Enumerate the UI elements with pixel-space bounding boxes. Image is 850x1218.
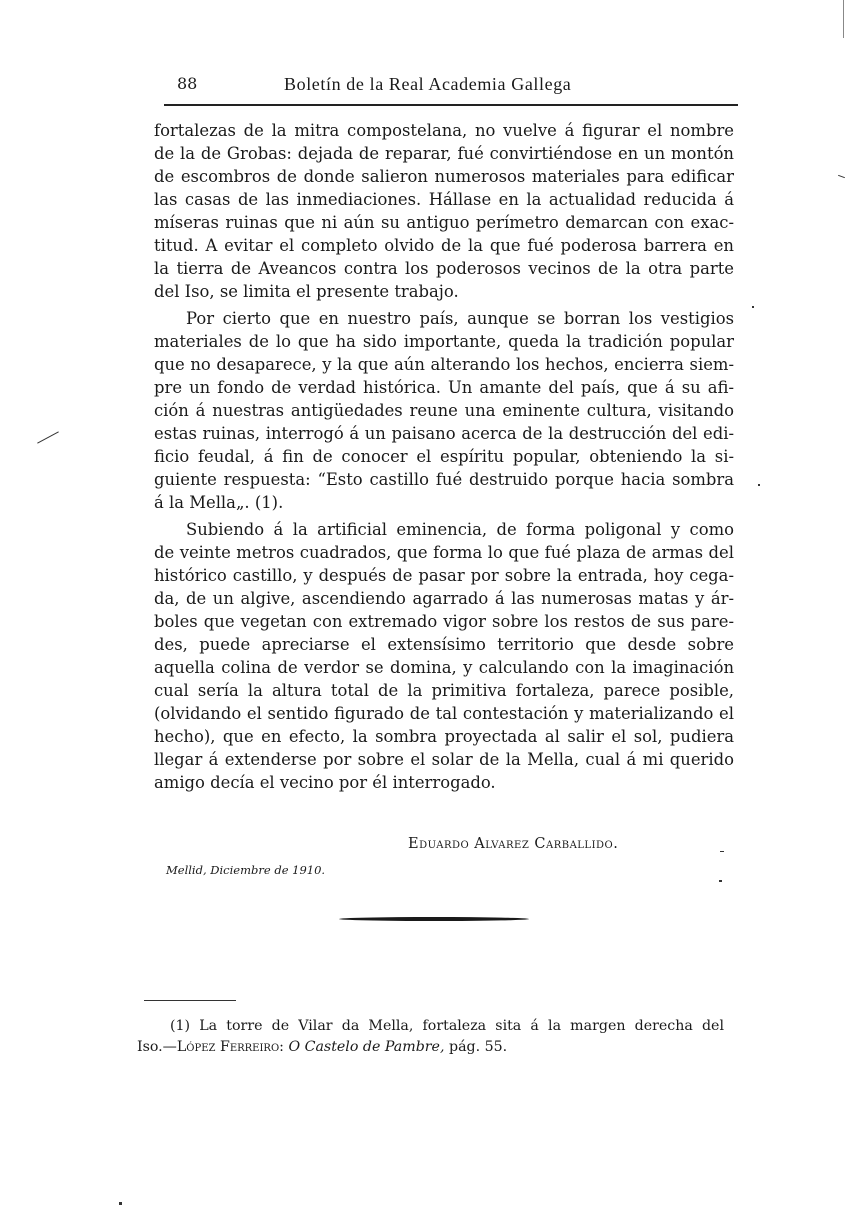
footnote-text: Iso.—	[137, 1039, 177, 1055]
text-line: de escombros de donde salieron numerosos materiales para edificar	[154, 167, 734, 186]
footnote-marker: (1)	[170, 1018, 191, 1034]
text-line: la tierra de Aveancos contra los poderosos vecinos de la otra parte	[154, 259, 734, 278]
scan-speck	[119, 1202, 122, 1205]
text-line: Subiendo á la artificial eminencia, de forma poligonal y como	[186, 520, 734, 539]
text-line: hecho), que en efecto, la sombra proyectada al salir el sol, pudiera	[154, 727, 734, 746]
end-ornament-rule	[339, 917, 529, 921]
text-line: pre un fondo de verdad histórica. Un amante del país, que á su afi-	[154, 378, 734, 397]
text-line: estas ruinas, interrogó á un paisano acerca de la destrucción del edi-	[154, 424, 734, 443]
text-line: Por cierto que en nuestro país, aunque se borran los vestigios	[186, 309, 734, 328]
text-line: boles que vegetan con extremado vigor sobre los restos de sus pare-	[154, 612, 734, 631]
text-line: á la Mella„. (1).	[154, 493, 284, 512]
text-line: de veinte metros cuadrados, que forma lo que fué plaza de armas del	[154, 543, 734, 562]
text-line: fortalezas de la mitra compostelana, no vuelve á figurar el nombre	[154, 121, 734, 140]
text-line: de la de Grobas: dejada de reparar, fué convirtiéndose en un montón	[154, 144, 734, 163]
footnote-line	[137, 1037, 724, 1057]
scan-speck	[752, 306, 754, 308]
footnote-author: López Ferreiro:	[176, 1039, 284, 1055]
footnote-book-title: O Castelo de Pambre,	[288, 1039, 445, 1055]
scan-mark	[838, 175, 845, 178]
scan-speck	[758, 484, 760, 486]
text-line: materiales de lo que ha sido importante, queda la tradición popular	[154, 332, 734, 351]
footnote-text: La torre de Vilar da Mella, fortaleza sita á la margen derecha del	[199, 1018, 724, 1034]
text-line: las casas de las inmediaciones. Hállase en la actualidad reducida á	[154, 190, 734, 209]
text-line: ficio feudal, á fin de conocer el espíritu popular, obteniendo la si-	[154, 447, 734, 466]
scan-edge	[843, 0, 844, 38]
scan-speck	[719, 880, 722, 882]
text-line: míseras ruinas que ni aún su antiguo perímetro demarcan con exac-	[154, 213, 734, 232]
text-line: titud. A evitar el completo olvido de la que fué poderosa barrera en	[154, 236, 734, 255]
text-line: ción á nuestras antigüedades reune una eminente cultura, visitando	[154, 401, 734, 420]
text-line: llegar á extenderse por sobre el solar de la Mella, cual á mi querido	[154, 750, 734, 769]
text-line: des, puede apreciarse el extensísimo territorio que desde sobre	[154, 635, 734, 654]
text-line: (olvidando el sentido figurado de tal contestación y materializando el	[154, 704, 734, 723]
text-line: aquella colina de verdor se domina, y calculando con la imaginación	[154, 658, 734, 677]
header-rule	[164, 104, 738, 106]
page-number: 88	[177, 74, 198, 93]
author-signature: Eduardo Alvarez Carballido.	[408, 836, 619, 852]
text-line: cual sería la altura total de la primitiva fortaleza, parece posible,	[154, 681, 734, 700]
text-line: del Iso, se limita el presente trabajo.	[154, 282, 459, 301]
footnote-rule	[144, 1000, 236, 1001]
scan-mark	[37, 431, 59, 443]
scan-speck	[720, 851, 724, 852]
place-date: Mellid, Diciembre de 1910.	[166, 863, 326, 877]
text-line: guiente respuesta: “Esto castillo fué destruido porque hacia sombra	[154, 470, 734, 489]
text-line: histórico castillo, y después de pasar por sobre la entrada, hoy cega-	[154, 566, 734, 585]
text-line: amigo decía el vecino por él interrogado.	[154, 773, 496, 792]
text-line: da, de un algive, ascendiendo agarrado á las numerosas matas y ár-	[154, 589, 734, 608]
footnote-line	[170, 1016, 724, 1036]
running-head: Boletín de la Real Academia Gallega	[284, 74, 572, 94]
footnote-page: pág. 55.	[448, 1039, 508, 1055]
text-line: que no desaparece, y la que aún alterando los hechos, encierra siem-	[154, 355, 734, 374]
